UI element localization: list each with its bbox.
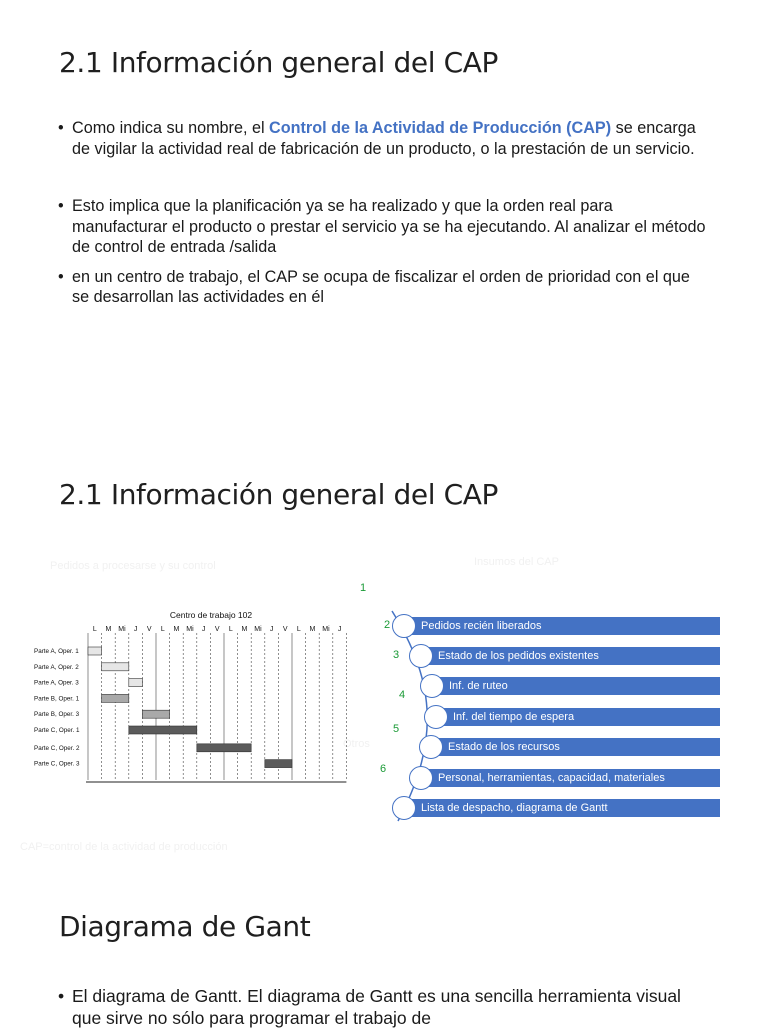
gantt-bar [265, 760, 292, 768]
flow-number: 4 [399, 689, 406, 701]
gantt-row-label: Parte A, Oper. 1 [34, 648, 79, 655]
flow-number: 1 [360, 582, 367, 594]
flow-step-label: Inf. del tiempo de espera [453, 711, 575, 723]
gantt-day-label: J [201, 626, 206, 633]
flow-step [437, 708, 720, 726]
flow-number: 5 [393, 723, 400, 735]
slide1-title: 2.1 Información general del CAP [59, 46, 499, 79]
gantt-row-label: Parte A, Oper. 2 [34, 663, 79, 671]
gantt-chart [28, 605, 342, 795]
gantt-bar [129, 726, 197, 734]
flow-step [405, 799, 720, 817]
gantt-row-label: Parte A, Oper. 3 [34, 679, 79, 687]
gantt-row-label: Parte C, Oper. 3 [34, 760, 80, 768]
flow-step-label: Personal, herramientas, capacidad, materiales [438, 772, 665, 784]
flow-number: 2 [384, 619, 391, 631]
gantt-day-label: Mi [118, 626, 126, 633]
gantt-day-label: L [228, 626, 233, 633]
flow-step-marker [392, 796, 416, 820]
gantt-day-label: M [309, 626, 316, 633]
slide1-bullets [58, 118, 708, 308]
gantt-svg [28, 605, 342, 795]
bullet-work-center: • en un centro de trabajo, el CAP se ocupa de fiscalizar el orden de prioridad con el que se desarrollan las actividades en él [58, 267, 708, 308]
slide3-bullets [58, 985, 708, 1029]
cap-inputs-flow [330, 575, 730, 830]
flow-step-marker [409, 766, 433, 790]
gantt-bar [102, 663, 129, 671]
gantt-bar [197, 744, 251, 752]
gantt-day-label: M [105, 626, 112, 633]
flow-step-marker [409, 644, 433, 668]
flow-step-marker [424, 705, 448, 729]
slide3-title: Diagrama de Gant [59, 910, 311, 943]
gantt-bar [102, 694, 129, 702]
flow-step-label: Estado de los pedidos existentes [438, 650, 599, 662]
gantt-day-label: M [241, 626, 248, 633]
gantt-day-label: V [214, 626, 220, 633]
bullet-gantt-definition: • El diagrama de Gantt. El diagrama de Gantt es una sencilla herramienta visual que sirve no sólo para programar el trabajo de [58, 985, 708, 1029]
flow-step [432, 738, 720, 756]
gantt-day-label: V [146, 626, 152, 633]
bullet-cap-definition: • Como indica su nombre, el Control de la Actividad de Producción (CAP) se encarga de vigilar la actividad real de fabricación de un producto, o la prestación de un servicio. [58, 118, 708, 159]
slide2-title: 2.1 Información general del CAP [59, 478, 499, 511]
gantt-day-label: V [282, 626, 288, 633]
gantt-row-label: Parte C, Oper. 2 [34, 744, 80, 752]
flow-step-marker [392, 614, 416, 638]
flow-step-label: Inf. de ruteo [449, 680, 508, 692]
gantt-row-label: Parte B, Oper. 3 [34, 711, 80, 719]
cap-highlight: Control de la Actividad de Producción (CAP) [269, 119, 612, 137]
faint-others-label: Otros [343, 738, 370, 750]
gantt-bar [88, 647, 102, 655]
flow-step-label: Estado de los recursos [448, 741, 560, 753]
flow-number: 3 [393, 649, 400, 661]
faint-footer-note: CAP=control de la actividad de producción [20, 841, 228, 853]
flow-step-label: Pedidos recién liberados [421, 620, 542, 632]
gantt-day-label: J [269, 626, 274, 633]
gantt-day-label: Mi [322, 626, 330, 633]
gantt-day-label: L [160, 626, 165, 633]
gantt-day-label: M [173, 626, 180, 633]
flow-step-label: Lista de despacho, diagrama de Gantt [421, 802, 608, 814]
flow-arc [330, 575, 730, 830]
flow-step [405, 617, 720, 635]
gantt-day-label: L [296, 626, 301, 633]
gantt-row-label: Parte B, Oper. 1 [34, 695, 80, 703]
gantt-bar [129, 679, 143, 687]
flow-step [422, 769, 720, 787]
gantt-day-label: L [92, 626, 97, 633]
flow-step [422, 647, 720, 665]
gantt-day-label: Mi [186, 626, 194, 633]
bullet-planning: • Esto implica que la planificación ya se ha realizado y que la orden real para manufacturar el producto o prestar el servicio ya se ha ejecutando. Al analizar el método de control de entrada /salida [58, 196, 708, 258]
gantt-day-label: Mi [254, 626, 262, 633]
faint-orders-label: Pedidos a procesarse y su control [50, 560, 216, 572]
gantt-day-label: J [337, 626, 342, 633]
gantt-bar [142, 710, 169, 718]
flow-step-marker [420, 674, 444, 698]
gantt-title: Centro de trabajo 102 [169, 610, 253, 620]
flow-step-marker [419, 735, 443, 759]
gantt-row-label: Parte C, Oper. 1 [34, 727, 80, 734]
flow-step [433, 677, 720, 695]
faint-inputs-label: Insumos del CAP [474, 556, 559, 568]
gantt-day-label: J [133, 626, 138, 633]
flow-number: 6 [380, 763, 387, 775]
